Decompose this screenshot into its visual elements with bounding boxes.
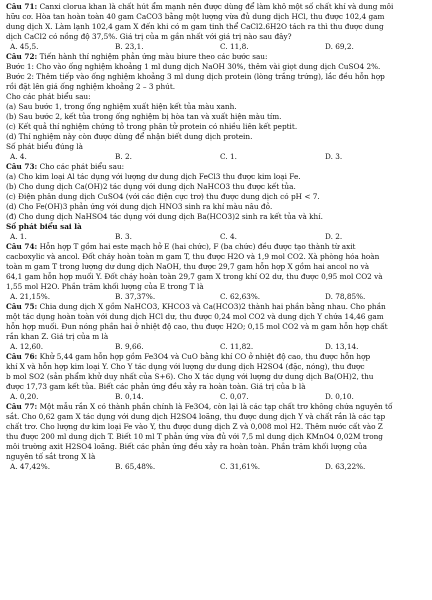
option-d: D. 13,14. [325, 342, 359, 351]
question-text-line: Bước 1: Cho vào ống nghiệm khoảng 1 ml dung dịch NaOH 30%, thêm vài giọt dung dịch CuSO4 2%. [6, 62, 381, 71]
question-label: Câu 75: [6, 302, 38, 311]
question-text-line: (d) Cho Fe(OH)3 phản ứng với dung dịch HNO3 sinh ra khí màu nâu đỏ. [6, 202, 273, 211]
question-label: Câu 71: [6, 2, 38, 11]
question-text-line: Khử 5,44 gam hỗn hợp gồm Fe3O4 và CuO bằng khí CO ở nhiệt độ cao, thu được hỗn hợp [39, 352, 371, 361]
question-text-line: 64,1 gam hỗn hợp muối Y. Đốt cháy hoàn toàn 29,7 gam X trong khí O2 dư, thu được 0,95 mol CO2 và [6, 272, 383, 281]
option-b: B. 0,14. [115, 392, 144, 401]
question-text-line: Cho các phát biểu sau: [39, 162, 125, 171]
answer-options [6, 342, 426, 352]
option-d: D. 3. [325, 152, 343, 161]
option-b: B. 3. [115, 232, 132, 241]
question-text-line: Số phát biểu sai là [6, 222, 82, 231]
question-text-line: cacboxylic và ancol. Đốt cháy hoàn toàn m gam T, thu được H2O và 1,9 mol CO2. Xà phòng hóa hoàn [6, 252, 380, 261]
question-label: Câu 77: [6, 402, 38, 411]
question-74 [6, 242, 426, 302]
option-a: A. 21,15%. [10, 292, 51, 301]
question-text-line: Canxi clorua khan là chất hút ẩm mạnh nên được dùng để làm khô một số chất khí và dung môi [39, 2, 394, 11]
option-b: B. 9,66. [115, 342, 144, 351]
question-text-line: (d) Thí nghiệm này còn được dùng để nhận biết dung dịch protein. [6, 132, 253, 141]
question-text-line: nguyên tố sắt trong X là [6, 452, 96, 461]
question-text-line: khí X và hỗn hợp kim loại Y. Cho Y tác dụng với lượng dư dung dịch H2SO4 (đặc, nóng), thu được [6, 362, 365, 371]
question-text-line: (c) Kết quả thí nghiệm chứng tỏ trong phân tử protein có nhiều liên kết peptit. [6, 122, 298, 131]
option-b: B. 2. [115, 152, 132, 161]
option-d: D. 2. [325, 232, 343, 241]
answer-options [6, 152, 426, 162]
option-c: C. 11,82. [220, 342, 254, 351]
option-a: A. 45,5. [10, 42, 39, 51]
question-text-line: Cho các phát biểu sau: [6, 92, 91, 101]
question-text-line: một tác dụng hoàn toàn với dung dịch HCl dư, thu được 0,24 mol CO2 và dung dịch Y chứa 14,46 gam [6, 312, 384, 321]
question-text-line: toàn m gam T trong lượng dư dung dịch NaOH, thu được 29,7 gam hỗn hợp X gồm hai ancol no và [6, 262, 370, 271]
question-75 [6, 302, 426, 352]
question-text-line: (b) Sau bước 2, kết tủa trong ống nghiệm bị hòa tan và xuất hiện màu tím. [6, 112, 282, 121]
option-d: D. 0,10. [325, 392, 354, 401]
question-text-line: (a) Sau bước 1, trong ống nghiệm xuất hiện kết tủa màu xanh. [6, 102, 237, 111]
question-73 [6, 162, 426, 242]
question-text-line: Một mẫu rắn X có thành phần chính là Fe3O4, còn lại là các tạp chất trơ không chứa nguyên tố [39, 402, 393, 411]
option-d: D. 78,85%. [325, 292, 366, 301]
question-label: Câu 76: [6, 352, 38, 361]
question-text-line: 1,55 mol H2O. Phần trăm khối lượng của E trong T là [6, 282, 204, 291]
question-text-line: (c) Điện phân dung dịch CuSO4 (với các điện cực trơ) thu được dung dịch có pH < 7. [6, 192, 320, 201]
option-a: A. 1. [10, 232, 27, 241]
question-76 [6, 352, 426, 402]
question-text-line: b mol SO2 (sản phẩm khử duy nhất của S+6). Cho X tác dụng với lượng dư dung dịch Ba(OH)2, thu [6, 372, 374, 381]
question-text-line: (a) Cho kim loại Al tác dụng với lượng dư dung dịch FeCl3 thu được kim loại Fe. [6, 172, 301, 181]
question-text-line: hỗn hợp muối. Đun nóng phần hai ở nhiệt độ cao, thu được H2O; 0,15 mol CO2 và m gam hỗn hợp chất [6, 322, 388, 331]
option-d: D. 69,2. [325, 42, 354, 51]
question-text-line: rồi đặt lên giá ống nghiệm khoảng 2 – 3 phút. [6, 82, 176, 91]
question-72 [6, 52, 426, 162]
option-a: A. 0,20. [10, 392, 39, 401]
option-b: B. 65,48%. [115, 462, 156, 471]
question-text-line: Chia dung dịch X gồm NaHCO3, KHCO3 và Ca(HCO3)2 thành hai phần bằng nhau. Cho phần [39, 302, 386, 311]
answer-options [6, 462, 426, 472]
option-c: C. 62,63%. [220, 292, 261, 301]
answer-options [6, 292, 426, 302]
question-71 [6, 2, 426, 52]
question-text-line: môi trường axit H2SO4 loãng. Biết các phản ứng đều xảy ra hoàn toàn. Phần trăm khối lượng của [6, 442, 367, 451]
option-c: C. 1. [220, 152, 237, 161]
option-c: C. 0,07. [220, 392, 249, 401]
option-a: A. 12,60. [10, 342, 44, 351]
option-b: B. 37,37%. [115, 292, 156, 301]
question-label: Câu 74: [6, 242, 38, 251]
question-text-line: được 17,73 gam kết tủa. Biết các phản ứng đều xảy ra hoàn toàn. Giá trị của b là [6, 382, 306, 391]
option-c: C. 4. [220, 232, 237, 241]
option-a: A. 47,42%. [10, 462, 51, 471]
answer-options [6, 232, 426, 242]
question-text-line: dung dịch X. Làm lạnh 102,4 gam X đến khi có m gam tinh thể CaCl2.6H2O tách ra thì thu được dung [6, 22, 384, 31]
question-text-line: chất trơ. Cho lượng dư kim loại Fe vào Y, thu được dung dịch Z và 0,008 mol H2. Thêm nước cất vào Z [6, 422, 383, 431]
question-77 [6, 402, 426, 472]
option-a: A. 4. [10, 152, 27, 161]
question-text-line: sắt. Cho 0,62 gam X tác dụng với dung dịch H2SO4 loãng, thu được dung dịch Y và chất rắn là các tạp [6, 412, 386, 421]
question-text-line: (đ) Cho dung dịch NaHSO4 tác dụng với dung dịch Ba(HCO3)2 sinh ra kết tủa và khí. [6, 212, 323, 221]
question-text-line: thu được 200 ml dung dịch T. Biết 10 ml T phản ứng vừa đủ với 7,5 ml dung dịch KMnO4 0,02M trong [6, 432, 383, 441]
option-b: B. 23,1. [115, 42, 144, 51]
question-text-line: Tiến hành thí nghiệm phản ứng màu biure theo các bước sau: [39, 52, 268, 61]
question-label: Câu 73: [6, 162, 38, 171]
question-text-line: rắn khan Z. Giá trị của m là [6, 332, 109, 341]
question-text-line: Hỗn hợp T gồm hai este mạch hở E (hai chức), F (ba chức) đều được tạo thành từ axit [39, 242, 356, 251]
question-label: Câu 72: [6, 52, 38, 61]
question-text-line: dịch CaCl2 có nồng độ 37,5%. Giá trị của m gần nhất với giá trị nào sau đây? [6, 32, 292, 41]
option-c: C. 31,61%. [220, 462, 261, 471]
question-text-line: Bước 2: Thêm tiếp vào ống nghiệm khoảng 3 ml dung dịch protein (lòng trắng trứng), lắc đều hỗn hợp [6, 72, 385, 81]
answer-options [6, 392, 426, 402]
option-d: D. 63,22%. [325, 462, 366, 471]
question-text-line: Số phát biểu đúng là [6, 142, 84, 151]
option-c: C. 11,8. [220, 42, 249, 51]
question-text-line: (b) Cho dung dịch Ca(OH)2 tác dụng với dung dịch NaHCO3 thu được kết tủa. [6, 182, 296, 191]
question-text-line: hữu cơ. Hòa tan hoàn toàn 40 gam CaCO3 bằng một lượng vừa đủ dung dịch HCl, thu được 102,4 gam [6, 12, 385, 21]
answer-options [6, 42, 426, 52]
